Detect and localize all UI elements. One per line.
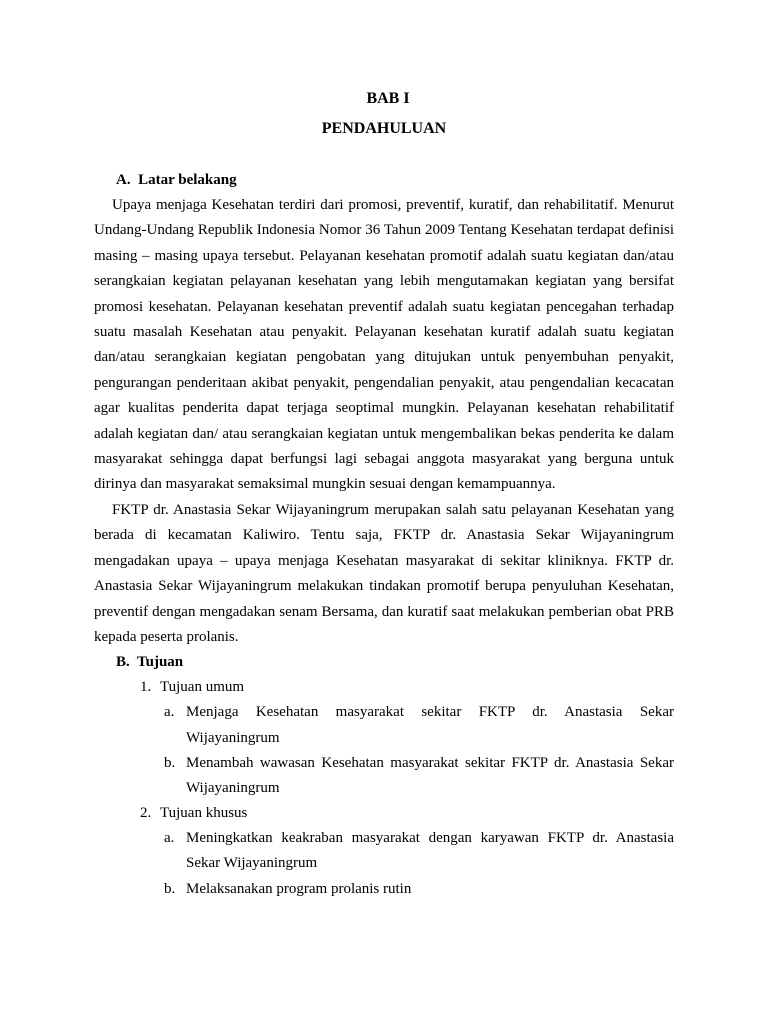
list-item xyxy=(164,700,674,750)
list-item-text: Melaksanakan program prolanis rutin xyxy=(186,880,412,897)
list-item-letter: b. xyxy=(164,880,176,897)
document-page xyxy=(94,84,674,902)
chapter-number: BAB I xyxy=(366,90,410,107)
background-paragraph-1: Upaya menjaga Kesehatan terdiri dari promosi, preventif, kuratif, dan rehabilitatif. Menurut Undang-Undang Republik Indonesia Nomor 36 Tahun 2009 Tentang Kesehatan terdapat definisi masing – masing upaya tersebut. Pelayanan kesehatan promotif adalah suatu kegiatan dan/atau serangkaian kegiatan pelayanan kesehatan yang lebih mengutamakan kegiatan yang bersifat promosi kesehatan. Pelayanan kesehatan preventif adalah suatu kegiatan pencegahan terhadap suatu masalah Kesehatan atau penyakit. Pelayanan kesehatan kuratif adalah suatu kegiatan dan/atau serangkaian kegiatan pengobatan yang ditujukan untuk penyembuhan penyakit, pengurangan penderitaan akibat penyakit, pengendalian penyakit, atau pengendalian kecacatan agar kualitas penderita dapat terjaga seoptimal mungkin. Pelayanan kesehatan rehabilitatif adalah kegiatan dan/ atau serangkaian kegiatan untuk mengembalikan bekas penderita ke dalam masyarakat sehingga dapat berfungsi lagi sebagai anggota masyarakat yang berguna untuk dirinya dan masyarakat semaksimal mungkin sesuai dengan kemampuannya. xyxy=(94,197,674,493)
section-b-title: Tujuan xyxy=(137,654,184,671)
section-b-heading xyxy=(116,650,674,675)
list-item xyxy=(164,877,674,902)
goal-title: Tujuan umum xyxy=(160,679,245,696)
section-a-heading xyxy=(116,168,674,193)
goal-number: 2. xyxy=(140,805,152,822)
list-item-text: Menambah wawasan Kesehatan masyarakat sekitar FKTP dr. Anastasia Sekar Wijayaningrum xyxy=(186,754,674,796)
list-item xyxy=(164,826,674,876)
goals-list xyxy=(94,675,674,901)
goal-title: Tujuan khusus xyxy=(160,805,248,822)
section-a-label: A. xyxy=(116,172,131,188)
goal-specific xyxy=(140,801,674,902)
list-item-text: Menjaga Kesehatan masyarakat sekitar FKTP dr. Anastasia Sekar Wijayaningrum xyxy=(186,704,674,746)
list-item-letter: a. xyxy=(164,830,175,847)
section-b-label: B. xyxy=(116,654,130,671)
list-item-letter: a. xyxy=(164,704,175,721)
goal-number: 1. xyxy=(140,679,152,696)
list-item xyxy=(164,751,674,801)
background-paragraph-2: FKTP dr. Anastasia Sekar Wijayaningrum merupakan salah satu pelayanan Kesehatan yang berada di kecamatan Kaliwiro. Tentu saja, FKTP dr. Anastasia Sekar Wijayaningrum mengadakan upaya – upaya menjaga Kesehatan masyarakat di sekitar kliniknya. FKTP dr. Anastasia Sekar Wijayaningrum melakukan tindakan promotif berupa penyuluhan Kesehatan, preventif dengan mengadakan senam Bersama, dan kuratif saat melakukan pemberian obat PRB kepada peserta prolanis. xyxy=(94,501,674,645)
list-item-text: Meningkatkan keakraban masyarakat dengan karyawan FKTP dr. Anastasia Sekar Wijayaningrum xyxy=(186,830,674,872)
list-item-letter: b. xyxy=(164,754,176,771)
section-a-title: Latar belakang xyxy=(138,172,237,188)
chapter-title: PENDAHULUAN xyxy=(321,120,447,137)
goal-general xyxy=(140,675,674,801)
